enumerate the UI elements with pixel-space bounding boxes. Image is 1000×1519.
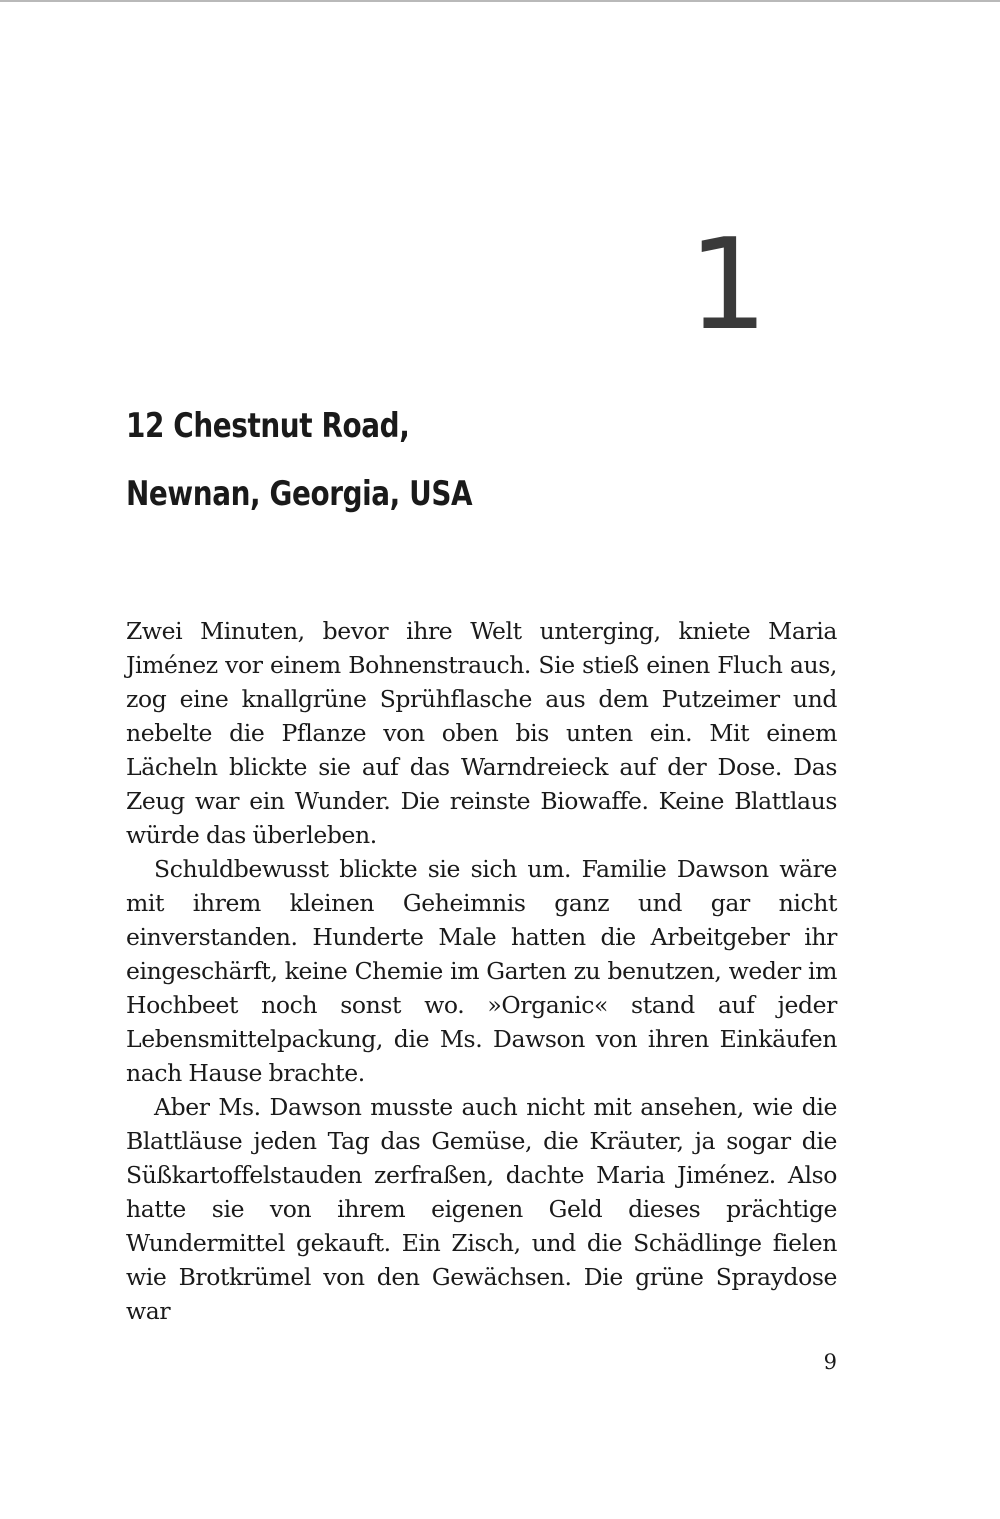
- chapter-number: 1: [687, 211, 768, 358]
- paragraph: Zwei Minuten, bevor ihre Welt unterging, kniete Maria Jiménez vor einem Bohnenstrauch. Sie stieß einen Fluch aus, zog eine knallgrüne Sprühflasche aus dem Putzeimer und nebelte die Pflanze von oben bis unten ein. Mit einem Lächeln blickte sie auf das Warndreieck auf der Dose. Das Zeug war ein Wunder. Die reinste Biowaffe. Keine Blattlaus würde das überleben.: [126, 617, 837, 849]
- page-number: 9: [823, 1350, 837, 1374]
- chapter-title-line-1: 12 Chestnut Road,: [126, 406, 410, 446]
- paragraph: Schuldbewusst blickte sie sich um. Familie Dawson wäre mit ihrem kleinen Geheimnis ganz und gar nicht einverstanden. Hunderte Male hatten die Arbeitgeber ihr eingeschärft, keine Chemie im Garten zu benutzen, weder im Hochbeet noch sonst wo. »Organic« stand auf jeder Lebensmittelpackung, die Ms. Dawson von ihren Einkäufen nach Hause brachte.: [126, 855, 837, 1087]
- top-rule: [0, 0, 1000, 2]
- chapter-title-line-2: Newnan, Georgia, USA: [126, 474, 473, 514]
- body-text: [126, 614, 837, 1328]
- paragraph: Aber Ms. Dawson musste auch nicht mit ansehen, wie die Blattläuse jeden Tag das Gemüse, die Kräuter, ja sogar die Süßkartoffelstauden zerfraßen, dachte Maria Jiménez. Also hatte sie von ihrem eigenen Geld dieses prächtige Wundermittel gekauft. Ein Zisch, und die Schädlinge fielen wie Brotkrümel von den Gewächsen. Die grüne Spraydose war: [126, 1093, 837, 1325]
- chapter-title: [126, 392, 472, 528]
